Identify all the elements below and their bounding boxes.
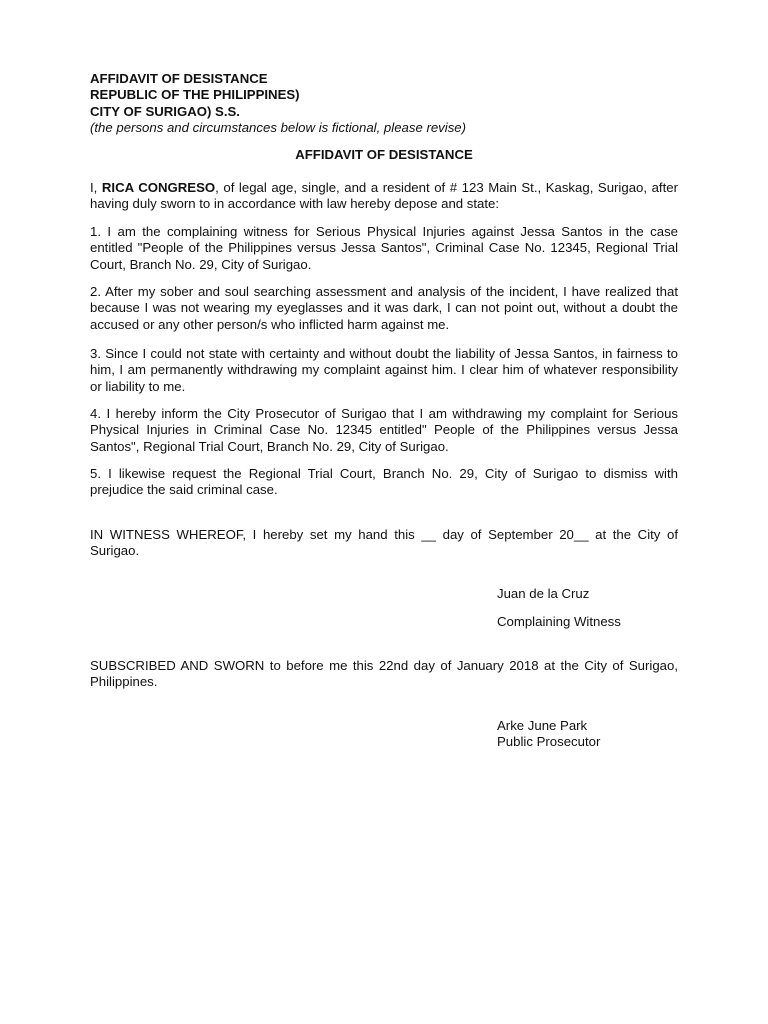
header-republic: REPUBLIC OF THE PHILIPPINES) — [90, 87, 300, 103]
officer-role: Public Prosecutor — [497, 734, 601, 749]
paragraph-1: 1. I am the complaining witness for Serious Physical Injuries against Jessa Santos in the case entitled "People of the Philippines versus Jessa Santos", Criminal Case No. 12345, Regional Trial Court, Branch No. 29, City of Surigao. — [90, 224, 678, 272]
jurat-paragraph: SUBSCRIBED AND SWORN to before me this 22nd day of January 2018 at the City of Surigao, Philippines. — [90, 658, 678, 690]
paragraph-4: 4. I hereby inform the City Prosecutor of Surigao that I am withdrawing my complaint for Serious Physical Injuries in Criminal Case No. 12345 entitled" People of the Philippines versus Jessa Santos", Regional Trial Court, Branch No. 29, City of Surigao. — [90, 406, 678, 454]
document-title: AFFIDAVIT OF DESISTANCE — [295, 147, 473, 162]
paragraph-2: 2. After my sober and soul searching assessment and analysis of the incident, I have realized that because I was not wearing my eyeglasses and it was dark, I can not point out, without a doubt the accused or any other person/s who inflicted harm against me. — [90, 284, 678, 332]
affiant-signature-role: Complaining Witness — [497, 614, 621, 629]
intro-prefix: I, — [90, 180, 102, 195]
officer-name: Arke June Park — [497, 718, 588, 733]
paragraph-5: 5. I likewise request the Regional Trial Court, Branch No. 29, City of Surigao to dismiss with prejudice the said criminal case. — [90, 466, 678, 498]
header-affidavit-title: AFFIDAVIT OF DESISTANCE — [90, 71, 268, 86]
intro-paragraph — [90, 180, 678, 213]
paragraph-3: 3. Since I could not state with certainty and without doubt the liability of Jessa Santos, in fairness to him, I am permanently withdrawing my complaint against him. I clear him of whatever responsibility or liability to me. — [90, 346, 678, 394]
intro-rest: , of legal age, single, and a resident of # 123 Main St., Kaskag, Surigao, after having duly sworn to in accordance with law hereby depose and state: — [90, 180, 678, 212]
header-city: CITY OF SURIGAO) S.S. — [90, 103, 240, 119]
affiant-name-bold: RICA CONGRESO — [101, 180, 216, 195]
affiant-signature-name: Juan de la Cruz — [497, 586, 590, 601]
header-disclaimer-note: (the persons and circumstances below is fictional, please revise) — [90, 120, 467, 136]
document-header — [90, 71, 690, 137]
witness-clause: IN WITNESS WHEREOF, I hereby set my hand this __ day of September 20__ at the City of Surigao. — [90, 527, 678, 559]
